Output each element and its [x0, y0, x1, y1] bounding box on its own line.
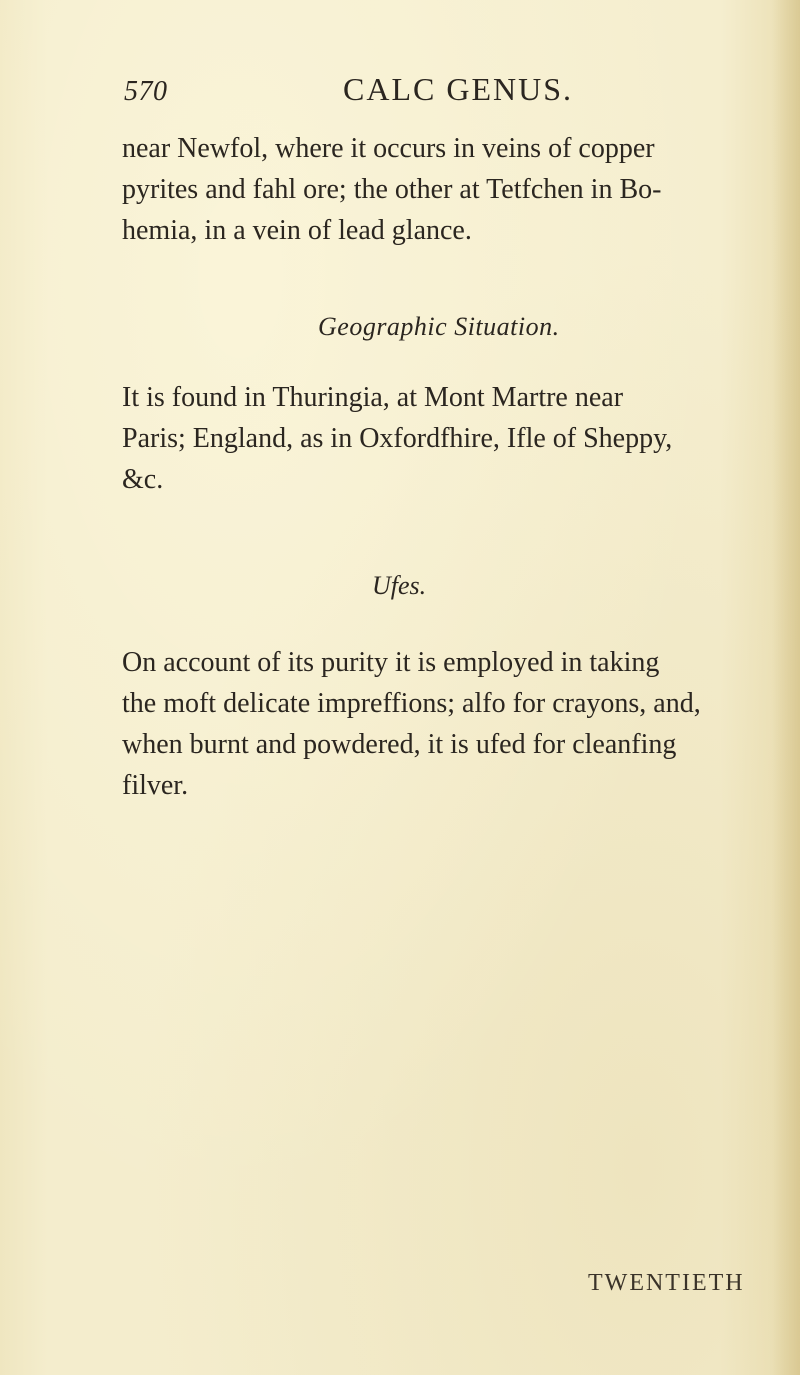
text-line: near Newfol, where it occurs in veins of copper	[122, 133, 655, 164]
text-line: Paris; England, as in Oxfordfhire, Ifle of Sheppy,	[122, 423, 673, 454]
paragraph-uses	[122, 642, 798, 806]
page-number: 570	[124, 76, 168, 107]
text-line: It is found in Thuringia, at Mont Martre near	[122, 382, 624, 413]
paragraph-geographic-situation	[122, 377, 798, 500]
paragraph-continuation	[122, 128, 798, 251]
text-line: the moft delicate impreffions; alfo for crayons, and,	[122, 688, 701, 719]
text-line: pyrites and fahl ore; the other at Tetfchen in Bo-	[122, 174, 662, 205]
text-line: filver.	[122, 770, 189, 801]
text-line: &c.	[122, 464, 164, 495]
text-line: when burnt and powdered, it is ufed for cleanfing	[122, 729, 677, 760]
text-line: hemia, in a vein of lead glance.	[122, 215, 472, 246]
section-heading-geographic-situation: Geographic Situation.	[318, 312, 560, 341]
section-heading-uses: Ufes.	[372, 571, 427, 600]
catchword: TWENTIETH	[588, 1270, 745, 1296]
running-head: CALC GENUS.	[343, 71, 574, 107]
text-line: On account of its purity it is employed in taking	[122, 647, 660, 678]
